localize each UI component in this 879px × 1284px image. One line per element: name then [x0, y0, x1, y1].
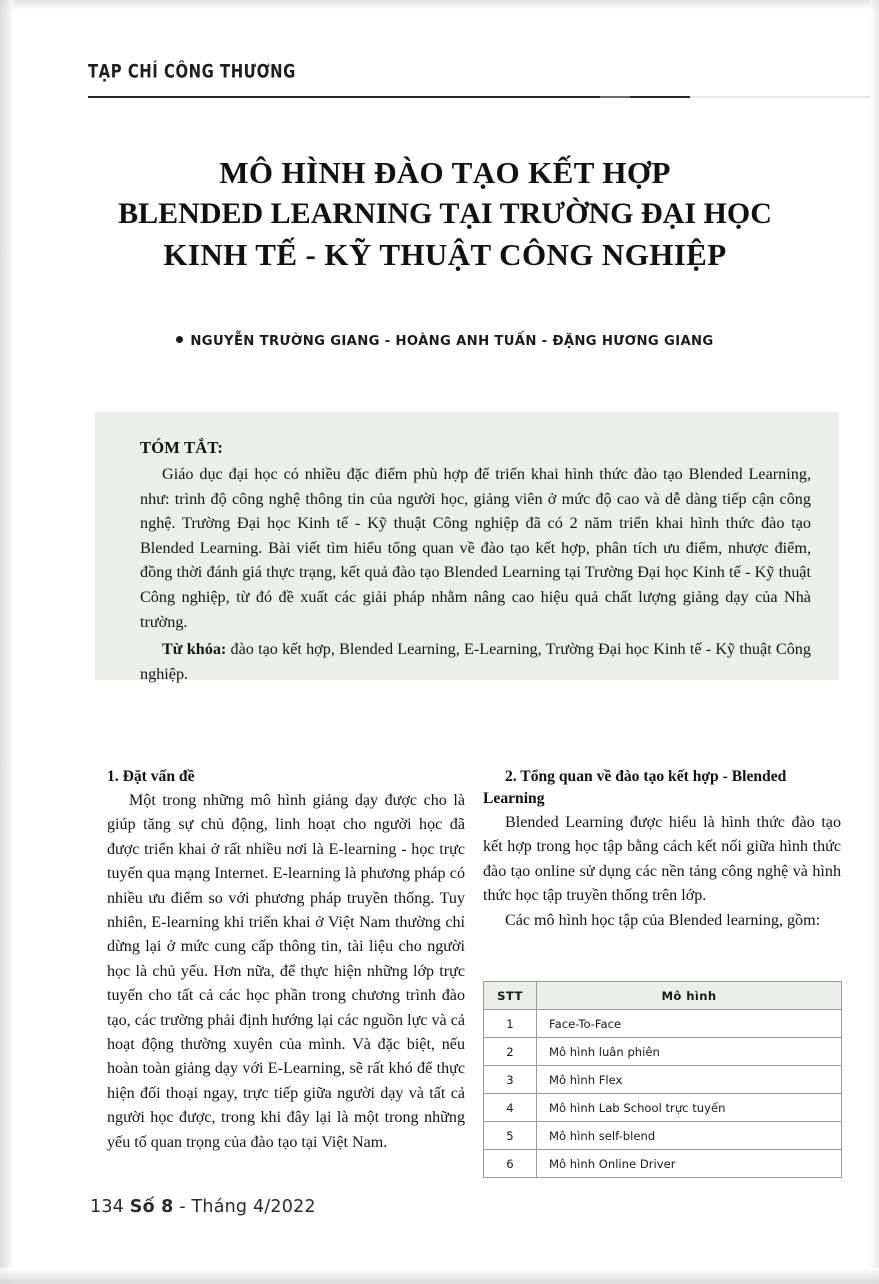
cell-stt: 4 [484, 1094, 537, 1122]
cell-model: Mô hình self-blend [537, 1122, 842, 1150]
right-column-paragraph-1: Blended Learning được hiểu là hình thức đào tạo kết hợp trong học tập bằng cách kết nối giữa hình thức đào tạo online sử dụng các nền tảng công nghệ và hình thức học tập truyền thống trên lớp. [483, 814, 841, 905]
journal-masthead [88, 62, 788, 81]
article-title-line-2: BLENDED LEARNING TẠI TRƯỜNG ĐẠI HỌC [118, 197, 772, 230]
issue-date: - Tháng 4/2022 [173, 1197, 316, 1217]
scan-edge-top [0, 0, 879, 10]
keywords-text: đào tạo kết hợp, Blended Learning, E-Learning, Trường Đại học Kinh tế - Kỹ thuật Công nghiệp. [140, 640, 811, 683]
section-heading-1: 1. Đặt vấn đề [107, 768, 195, 785]
abstract-box [95, 412, 839, 683]
abstract-keywords [140, 637, 811, 686]
cell-stt: 6 [484, 1150, 537, 1178]
cell-stt: 1 [484, 1010, 537, 1038]
table-row [484, 1066, 842, 1094]
table-body [484, 1010, 842, 1178]
cell-model: Mô hình Online Driver [537, 1150, 842, 1178]
bullet-icon [176, 336, 183, 343]
author-names: NGUYỄN TRƯỜNG GIANG - HOÀNG ANH TUẤN - ĐẶNG HƯƠNG GIANG [190, 334, 714, 349]
cell-model: Mô hình Lab School trực tuyến [537, 1094, 842, 1122]
blended-learning-models-table [483, 981, 842, 1178]
table-header-stt: STT [484, 982, 537, 1010]
keywords-label: Từ khóa: [162, 640, 227, 659]
author-byline [50, 334, 840, 349]
journal-name: TẠP CHÍ CÔNG THƯƠNG [88, 60, 296, 83]
scan-edge-right [869, 0, 879, 1284]
left-column [107, 766, 465, 1155]
table-row [484, 1150, 842, 1178]
table-row [484, 1122, 842, 1150]
cell-model: Mô hình luân phiên [537, 1038, 842, 1066]
article-title [50, 152, 840, 275]
table-row [484, 1038, 842, 1066]
table-row [484, 1094, 842, 1122]
cell-model: Mô hình Flex [537, 1066, 842, 1094]
table-header-row [484, 982, 842, 1010]
abstract-heading: TÓM TẮT: [140, 438, 224, 457]
table-head [484, 982, 842, 1010]
article-title-line-1: MÔ HÌNH ĐÀO TẠO KẾT HỢP [219, 155, 671, 190]
scan-edge-left [0, 0, 14, 1284]
section-heading-2: 2. Tổng quan về đào tạo kết hợp - Blended Learning [483, 768, 787, 807]
masthead-rule-segment-2 [600, 96, 630, 98]
cell-stt: 3 [484, 1066, 537, 1094]
left-column-paragraph: Một trong những mô hình giảng dạy được cho là giúp tăng sự chủ động, linh hoạt cho người học đã được triển khai ở rất nhiều nơi là E-learning - học trực tuyến qua mạng Internet. E-learning là phương pháp có nhiều ưu điểm so với phương pháp truyền thống. Tuy nhiên, E-learning khi triển khai ở Việt Nam thường chỉ dừng lại ở mức cung cấp thông tin, tài liệu cho người học là chủ yếu. Hơn nữa, để thực hiện những lớp trực tuyến cho tất cả các học phần trong chương trình đào tạo, các trường phải định hướng lại các nguồn lực và cả hoạt động thường xuyên của mình. Và đặc biệt, nếu hoàn toàn giảng dạy với E-Learning, sẽ rất khó để thực hiện đối thoại ngay, trực tiếp giữa người dạy và tất cả người học được, trong khi đây lại là một trong những yếu tố quan trọng của đào tạo tại Việt Nam. [107, 792, 465, 1151]
page-footer [90, 1197, 316, 1217]
cell-model: Face-To-Face [537, 1010, 842, 1038]
table-row [484, 1010, 842, 1038]
abstract-paragraph: Giáo dục đại học có nhiều đặc điểm phù hợp để triển khai hình thức đào tạo Blended Learning, như: trình độ công nghệ thông tin của người học, giảng viên ở mức độ cao và dễ dàng tiếp cận công nghệ. Trường Đại học Kinh tế - Kỹ thuật Công nghiệp đã có 2 năm triển khai hình thức đào tạo Blended Learning. Bài viết tìm hiểu tổng quan về đào tạo kết hợp, phân tích ưu điểm, nhược điểm, đồng thời đánh giá thực trạng, kết quả đào tạo Blended Learning tại Trường Đại học Kinh tế - Kỹ thuật Công nghiệp, từ đó đề xuất các giải pháp nhằm nâng cao hiệu quả chất lượng giảng dạy của Nhà trường. [140, 465, 811, 631]
cell-stt: 5 [484, 1122, 537, 1150]
table-header-model: Mô hình [537, 982, 842, 1010]
issue-number: Số 8 [129, 1197, 174, 1217]
right-column [483, 766, 841, 933]
page-number: 134 [90, 1197, 125, 1217]
masthead-rule-segment-3 [690, 96, 870, 98]
article-title-line-3: KINH TẾ - KỸ THUẬT CÔNG NGHIỆP [163, 237, 727, 272]
scan-edge-bottom [0, 1268, 879, 1284]
cell-stt: 2 [484, 1038, 537, 1066]
right-column-paragraph-2: Các mô hình học tập của Blended learning, gồm: [505, 911, 821, 929]
